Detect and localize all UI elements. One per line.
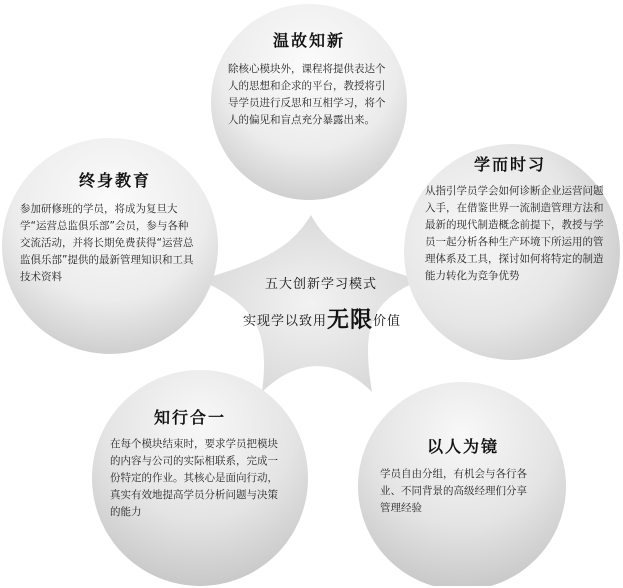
center-title: 五大创新学习模式 — [264, 277, 377, 292]
center-subtitle-emphasis: 无限 — [326, 308, 373, 333]
center-subtitle — [212, 303, 432, 334]
center-subtitle-after: 价值 — [373, 314, 402, 329]
center-subtitle-before: 实现学以致用 — [242, 314, 327, 329]
node-desc-bottom-right: 学员自由分组，有机会与各行各业、不同背景的高级经理们分享管理经验 — [380, 468, 527, 514]
node-desc-right: 从指引学员学会如何诊断企业运营问题入手，在借鉴世界一流制造管理方法和最新的现代制造概念前提下，教授与学员一起分析各种生产环境下所运用的管理体系及工具，探讨如何将特定的制造能力转化为竞争优势 — [425, 185, 604, 282]
node-desc-top: 除核心模块外，课程将提供表达个人的思想和企求的平台，教授将引导学员进行反思和互相学习，将个人的偏见和盲点充分暴露出来。 — [228, 63, 386, 126]
node-title-bottom-left: 知行合一 — [153, 408, 226, 427]
node-title-left: 终身教育 — [78, 171, 151, 190]
node-title-top: 温故知新 — [272, 31, 345, 50]
node-title-right: 学而时习 — [473, 155, 546, 174]
node-desc-left: 参加研修班的学员，将成为复旦大学“运营总监俱乐部”会员，参与各种交流活动，并将长期免费获得“运营总监俱乐部”提供的最新管理知识和工具技术资料 — [20, 203, 194, 283]
node-title-bottom-right: 以人为镜 — [426, 437, 499, 456]
node-desc-bottom-left: 在每个模块结束时，要求学员把模块的内容与公司的实际相联系，完成一份特定的作业。其核心是面向行动，真实有效地提高学员分析问题与决策的能力 — [110, 438, 278, 518]
